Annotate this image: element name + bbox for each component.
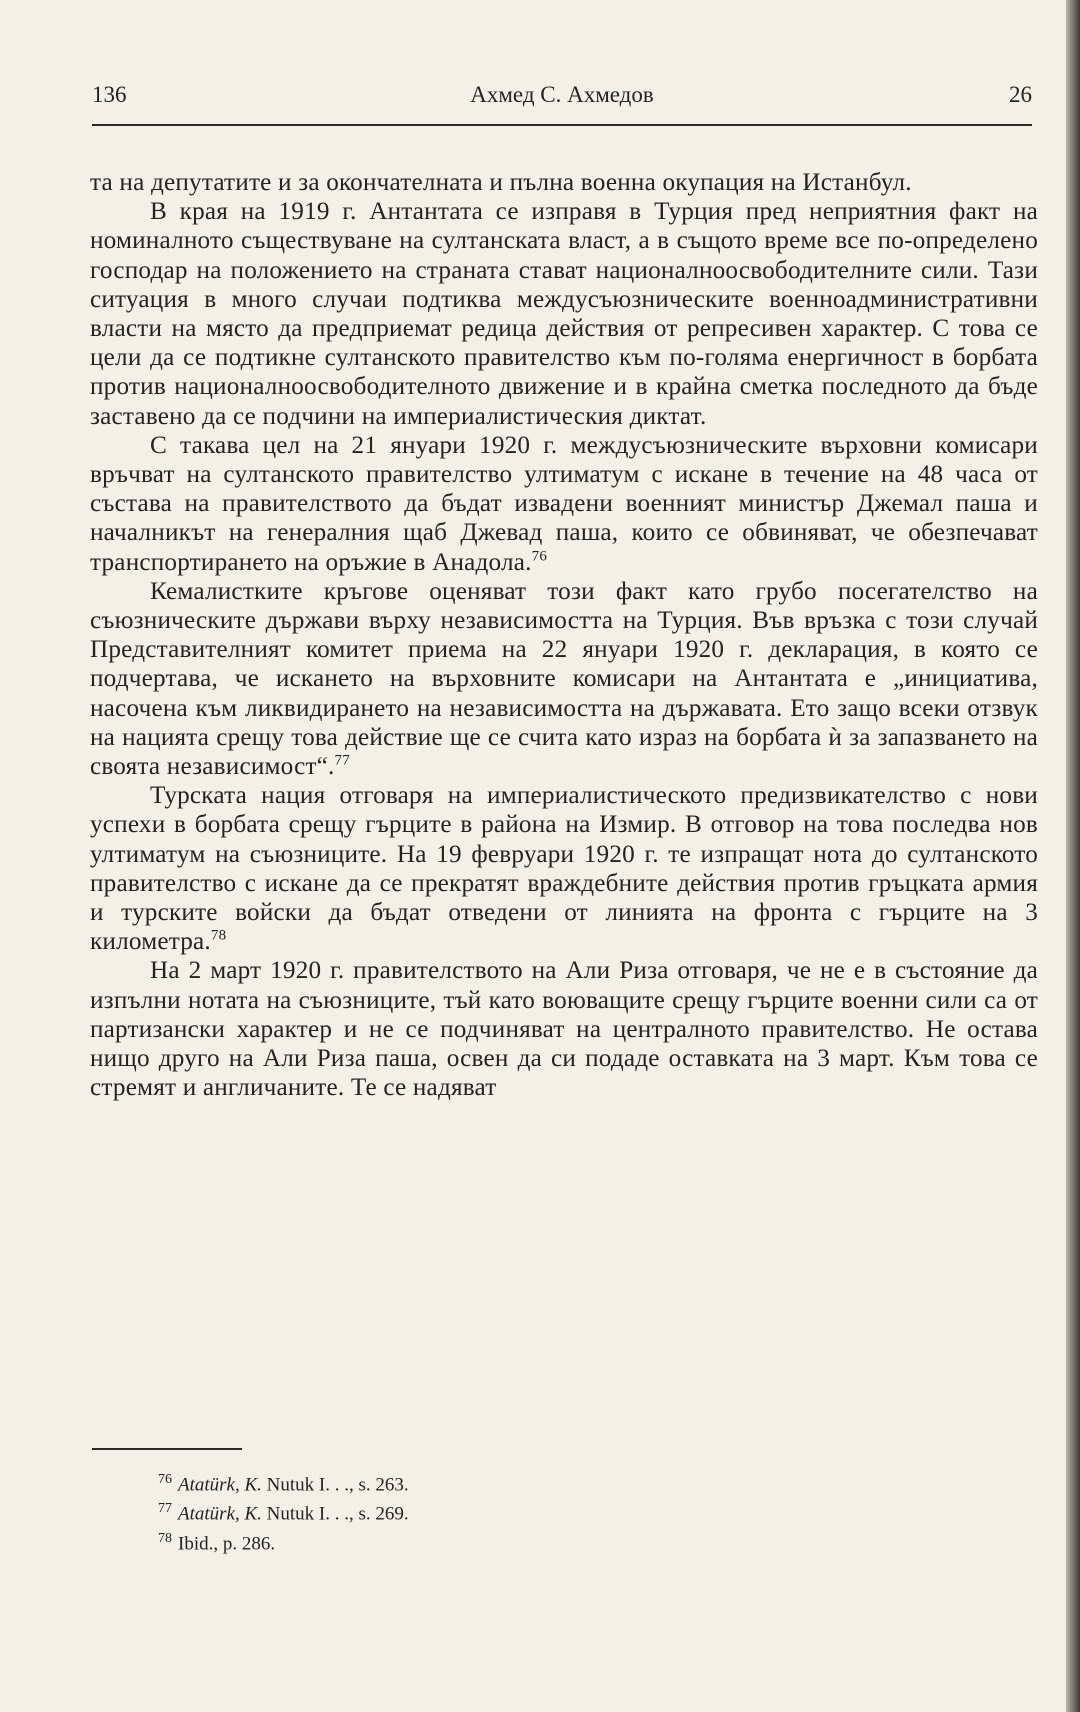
header-rule (92, 124, 1032, 126)
footnote: $^{77}$ Atatürk, K. Nutuk I. . ., s. 269. (158, 1501, 409, 1525)
signature-number: 26 (1009, 82, 1032, 107)
footnote-ref[interactable]: 76 (531, 548, 548, 565)
footnote-ref[interactable]: 77 (334, 752, 350, 769)
running-header (92, 82, 1032, 122)
running-title: Ахмед С. Ахмедов (470, 82, 654, 107)
paragraph: В края на 1919 г. Антантата се изправя в Турция пред неприятния факт на номиналното съществуване на султанската власт, а в същото време все по-определено господар на положението на страната стават националноосвободителните сили. Тази ситуация в много случаи подтиква междусъюзническите военноадминистративни власти на място да предприемат редица действия от репресивен характер. С това се цели да се подтикне султанското правителство към по-голяма енергичност в борбата против националноосвободителното движение и в крайна сметка последното да бъде заставено да се подчини на империалистическия диктат. (90, 198, 1038, 430)
main-text (90, 168, 1038, 1103)
paragraph: На 2 март 1920 г. правителството на Али Риза отговаря, че не е в състояние да изпълни нотата на съюзниците, тъй като воюващите срещу гърците военни сили са от партизански характер и не се подчиняват на централното правителство. Не остава нищо друго на Али Риза паша, освен да си подаде оставката на 3 март. Към това се стремят и англичаните. Те се надяват (90, 957, 1038, 1102)
paragraph: Турската нация отговаря на империалистическото предизвикателство с нови успехи в борбата срещу гърците в района на Измир. В отговор на това последва нов ултиматум на съюзниците. На 19 февруари 1920 г. те изпращат нота до султанското правителство с искане да се прекратят враждебните действия против гръцката армия и турските войски да бъдат отведени от линията на фронта с гърците на 3 километра.$^{78}$ (90, 782, 1038, 956)
page-number: 136 (92, 82, 127, 107)
footnote-ref[interactable]: 78 (210, 927, 227, 944)
page-edge-shadow (1066, 0, 1080, 1712)
paragraph: та на депутатите и за окончателната и пълна военна окупация на Истанбул. (90, 169, 912, 196)
footnote: $^{78}$ Ibid., p. 286. (158, 1530, 276, 1554)
footnote: $^{76}$ Atatürk, K. Nutuk I. . ., s. 263. (158, 1472, 409, 1496)
paragraph: С такава цел на 21 януари 1920 г. междусъюзническите върховни комисари връчват на султанското правителство ултиматум с искане в течение на 48 часа от състава на правителството да бъдат извадени военният министър Джемал паша и началникът на генералния щаб Джевад паша, които се обвиняват, че обезпечават транспортирането на оръжие в Анадола.$^{76}$ (90, 431, 1038, 576)
paragraph: Кемалистките кръгове оценяват този факт като грубо посегателство на съюзническите държави върху независимостта на Турция. Във връзка с този случай Представителният комитет приема на 22 януари 1920 г. декларация, в която се подчертава, че искането на върховните комисари на Антантата е „инициатива, насочена към ликвидирането на независимостта на държавата. Ето защо всеки отзвук на нацията срещу това действие ще се счита като израз на борбата ѝ за запазването на своята независимост“.$^{77}$ (90, 577, 1038, 781)
footnote-rule (92, 1448, 242, 1450)
footnotes (158, 1468, 758, 1556)
